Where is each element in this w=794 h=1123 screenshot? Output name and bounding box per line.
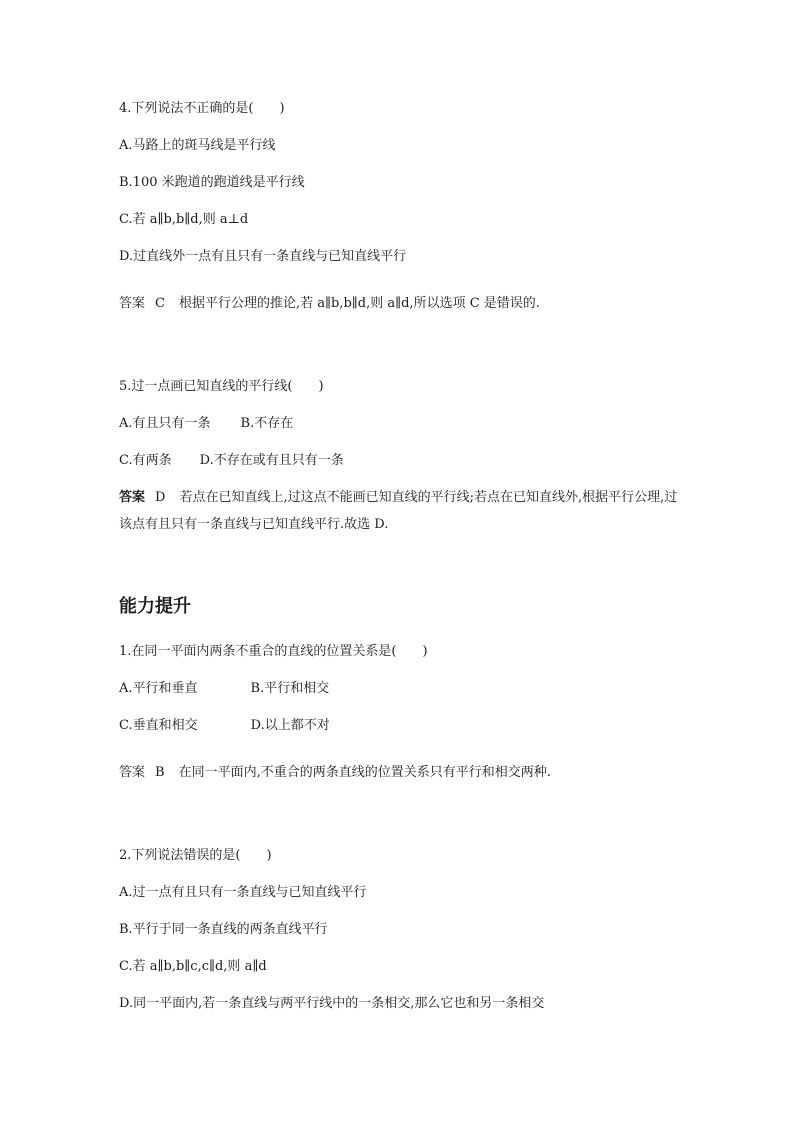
problem-2-option-c: C.若 a∥b,b∥c,c∥d,则 a∥d xyxy=(119,959,267,974)
problem-1-option-b: B.平行和相交 xyxy=(250,681,330,696)
question-5-option-d: D.不存在或有且只有一条 xyxy=(199,453,344,468)
question-5-options-row-2 xyxy=(119,452,344,470)
problem-2-stem: 2.下列说法错误的是( ) xyxy=(119,848,272,863)
question-5-option-b: B.不存在 xyxy=(240,416,294,431)
question-4-answer xyxy=(119,290,679,317)
problem-2-option-d: D.同一平面内,若一条直线与两平行线中的一条相交,那么它也和另一条相交 xyxy=(119,996,545,1011)
question-4-option-b: B.100 米跑道的跑道线是平行线 xyxy=(119,175,305,190)
question-4-option-d: D.过直线外一点有且只有一条直线与已知直线平行 xyxy=(119,249,407,264)
problem-1-option-c: C.垂直和相交 xyxy=(119,718,198,733)
problem-2-option-b: B.平行于同一条直线的两条直线平行 xyxy=(119,922,328,937)
answer-explanation: 根据平行公理的推论,若 a∥b,b∥d,则 a∥d,所以选项 C 是错误的. xyxy=(178,296,540,311)
problem-2-option-a: A.过一点有且只有一条直线与已知直线平行 xyxy=(119,885,367,900)
question-5-options-row-1 xyxy=(119,415,293,433)
answer-label: 答案 xyxy=(119,490,146,505)
problem-1-stem: 1.在同一平面内两条不重合的直线的位置关系是( ) xyxy=(119,644,428,659)
question-5-answer xyxy=(119,484,679,538)
question-5-option-a: A.有且只有一条 xyxy=(119,416,211,431)
problem-1-options-row-2 xyxy=(119,717,330,735)
answer-explanation: 若点在已知直线上,过这点不能画已知直线的平行线;若点在已知直线外,根据平行公理,过该点有且只有一条直线与已知直线平行.故选 D. xyxy=(119,490,678,532)
question-4-stem: 4.下列说法不正确的是( ) xyxy=(119,101,285,116)
problem-1-option-d: D.以上都不对 xyxy=(250,718,330,733)
answer-explanation: 在同一平面内,不重合的两条直线的位置关系只有平行和相交两种. xyxy=(178,765,551,780)
answer-label: 答案 xyxy=(119,296,146,311)
answer-key: C xyxy=(155,296,165,311)
answer-key: D xyxy=(155,490,166,505)
question-4-option-c: C.若 a∥b,b∥d,则 a⊥d xyxy=(119,212,249,227)
question-5-option-c: C.有两条 xyxy=(119,453,172,468)
problem-1-option-a: A.平行和垂直 xyxy=(119,681,198,696)
question-5-stem: 5.过一点画已知直线的平行线( ) xyxy=(119,379,324,394)
answer-key: B xyxy=(155,765,165,780)
question-4-option-a: A.马路上的斑马线是平行线 xyxy=(119,138,276,153)
answer-label: 答案 xyxy=(119,765,146,780)
problem-1-answer xyxy=(119,759,679,786)
problem-1-options-row-1 xyxy=(119,680,329,698)
section-title: 能力提升 xyxy=(119,596,191,617)
